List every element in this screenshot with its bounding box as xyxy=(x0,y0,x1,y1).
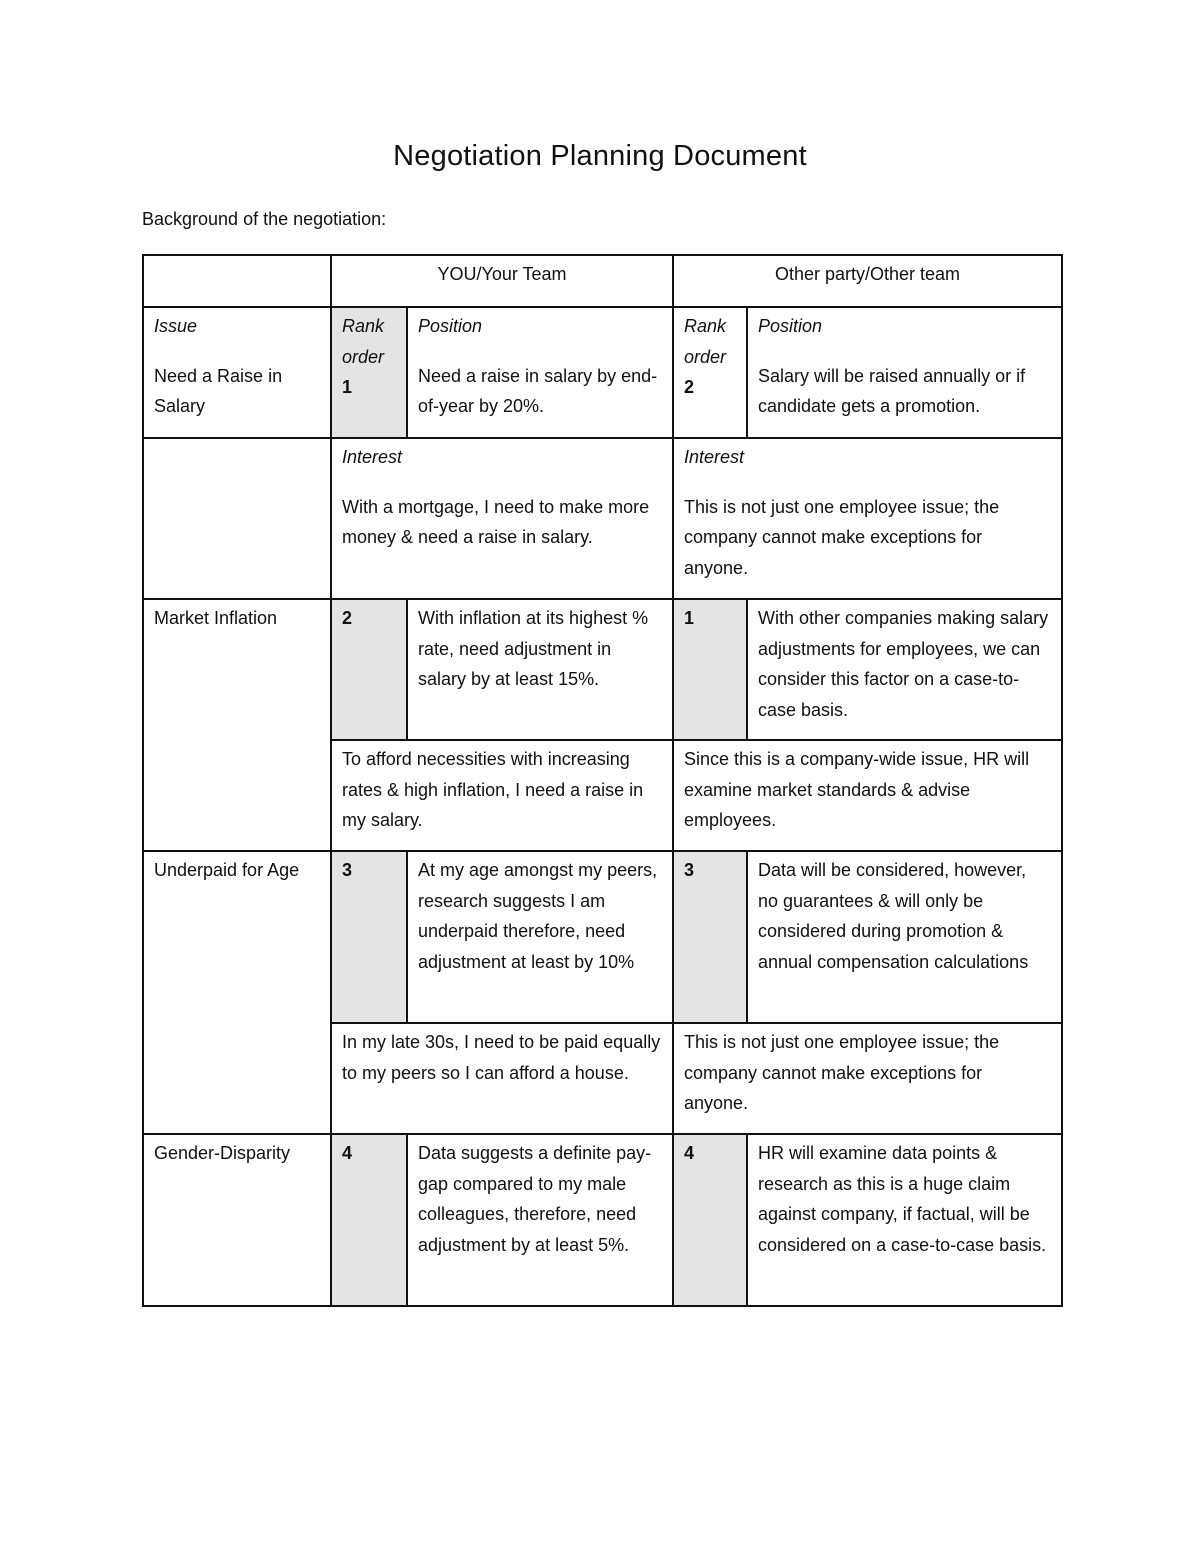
other-interest-cell: Since this is a company-wide issue, HR will examine market standards & advise employees. xyxy=(673,740,1062,851)
issue-name-cell: Market Inflation xyxy=(143,599,331,851)
header-you-team: YOU/Your Team xyxy=(331,255,673,307)
other-interest-cell xyxy=(673,438,1062,599)
you-rank-cell xyxy=(331,307,407,438)
header-other-team: Other party/Other team xyxy=(673,255,1062,307)
other-rank-cell: 1 xyxy=(673,599,747,740)
other-rank-cell: 4 xyxy=(673,1134,747,1306)
interest-label: Interest xyxy=(684,447,745,467)
header-empty-cell xyxy=(143,255,331,307)
other-rank-cell xyxy=(673,307,747,438)
you-interest-cell xyxy=(331,438,673,599)
table-row xyxy=(143,1134,1062,1306)
you-rank-cell: 4 xyxy=(331,1134,407,1306)
you-rank-cell: 3 xyxy=(331,851,407,1023)
you-position-cell: Data suggests a definite pay-gap compared to my male colleagues, therefore, need adjustment by at least 5%. xyxy=(407,1134,673,1306)
you-position: Need a raise in salary by end-of-year by 20%. xyxy=(418,365,658,416)
issue-name-cell: Underpaid for Age xyxy=(143,851,331,1134)
table-header-row xyxy=(143,255,1062,307)
other-rank: 2 xyxy=(684,377,695,397)
you-position-cell: With inflation at its highest % rate, need adjustment in salary by at least 15%. xyxy=(407,599,673,740)
position-label: Position xyxy=(418,316,483,336)
you-interest-cell: In my late 30s, I need to be paid equally to my peers so I can afford a house. xyxy=(331,1023,673,1134)
you-position-cell xyxy=(407,307,673,438)
other-position-cell: HR will examine data points & research as this is a huge claim against company, if factual, will be considered on a case-to-case basis. xyxy=(747,1134,1062,1306)
table-row xyxy=(143,851,1062,1023)
rank-label: Rank order xyxy=(342,316,385,367)
other-rank-cell: 3 xyxy=(673,851,747,1023)
table-row xyxy=(143,438,1062,599)
background-label: Background of the negotiation: xyxy=(142,209,387,229)
table-row xyxy=(143,307,1062,438)
you-interest: With a mortgage, I need to make more money & need a raise in salary. xyxy=(342,496,650,547)
issue-name-cell: Gender-Disparity xyxy=(143,1134,331,1306)
other-position-cell: With other companies making salary adjustments for employees, we can consider this factor on a case-to-case basis. xyxy=(747,599,1062,740)
other-position-cell: Data will be considered, however, no guarantees & will only be considered during promotion & annual compensation calculations xyxy=(747,851,1062,1023)
other-interest-cell: This is not just one employee issue; the company cannot make exceptions for anyone. xyxy=(673,1023,1062,1134)
you-rank: 1 xyxy=(342,377,353,397)
you-rank-cell: 2 xyxy=(331,599,407,740)
position-label: Position xyxy=(758,316,823,336)
other-position-cell xyxy=(747,307,1062,438)
page-title: Negotiation Planning Document xyxy=(393,140,807,172)
table-row xyxy=(143,599,1062,740)
interest-label: Interest xyxy=(342,447,403,467)
issue-name: Need a Raise in Salary xyxy=(154,365,283,416)
issue-label: Issue xyxy=(154,316,198,336)
empty-cell xyxy=(143,438,331,599)
issue-cell xyxy=(143,307,331,438)
you-interest-cell: To afford necessities with increasing rates & high inflation, I need a raise in my salary. xyxy=(331,740,673,851)
other-interest: This is not just one employee issue; the company cannot make exceptions for anyone. xyxy=(684,496,1000,578)
you-position-cell: At my age amongst my peers, research suggests I am underpaid therefore, need adjustment at least by 10% xyxy=(407,851,673,1023)
other-position: Salary will be raised annually or if candidate gets a promotion. xyxy=(758,365,1026,416)
rank-label: Rank order xyxy=(684,316,727,367)
negotiation-table xyxy=(142,254,1063,1307)
